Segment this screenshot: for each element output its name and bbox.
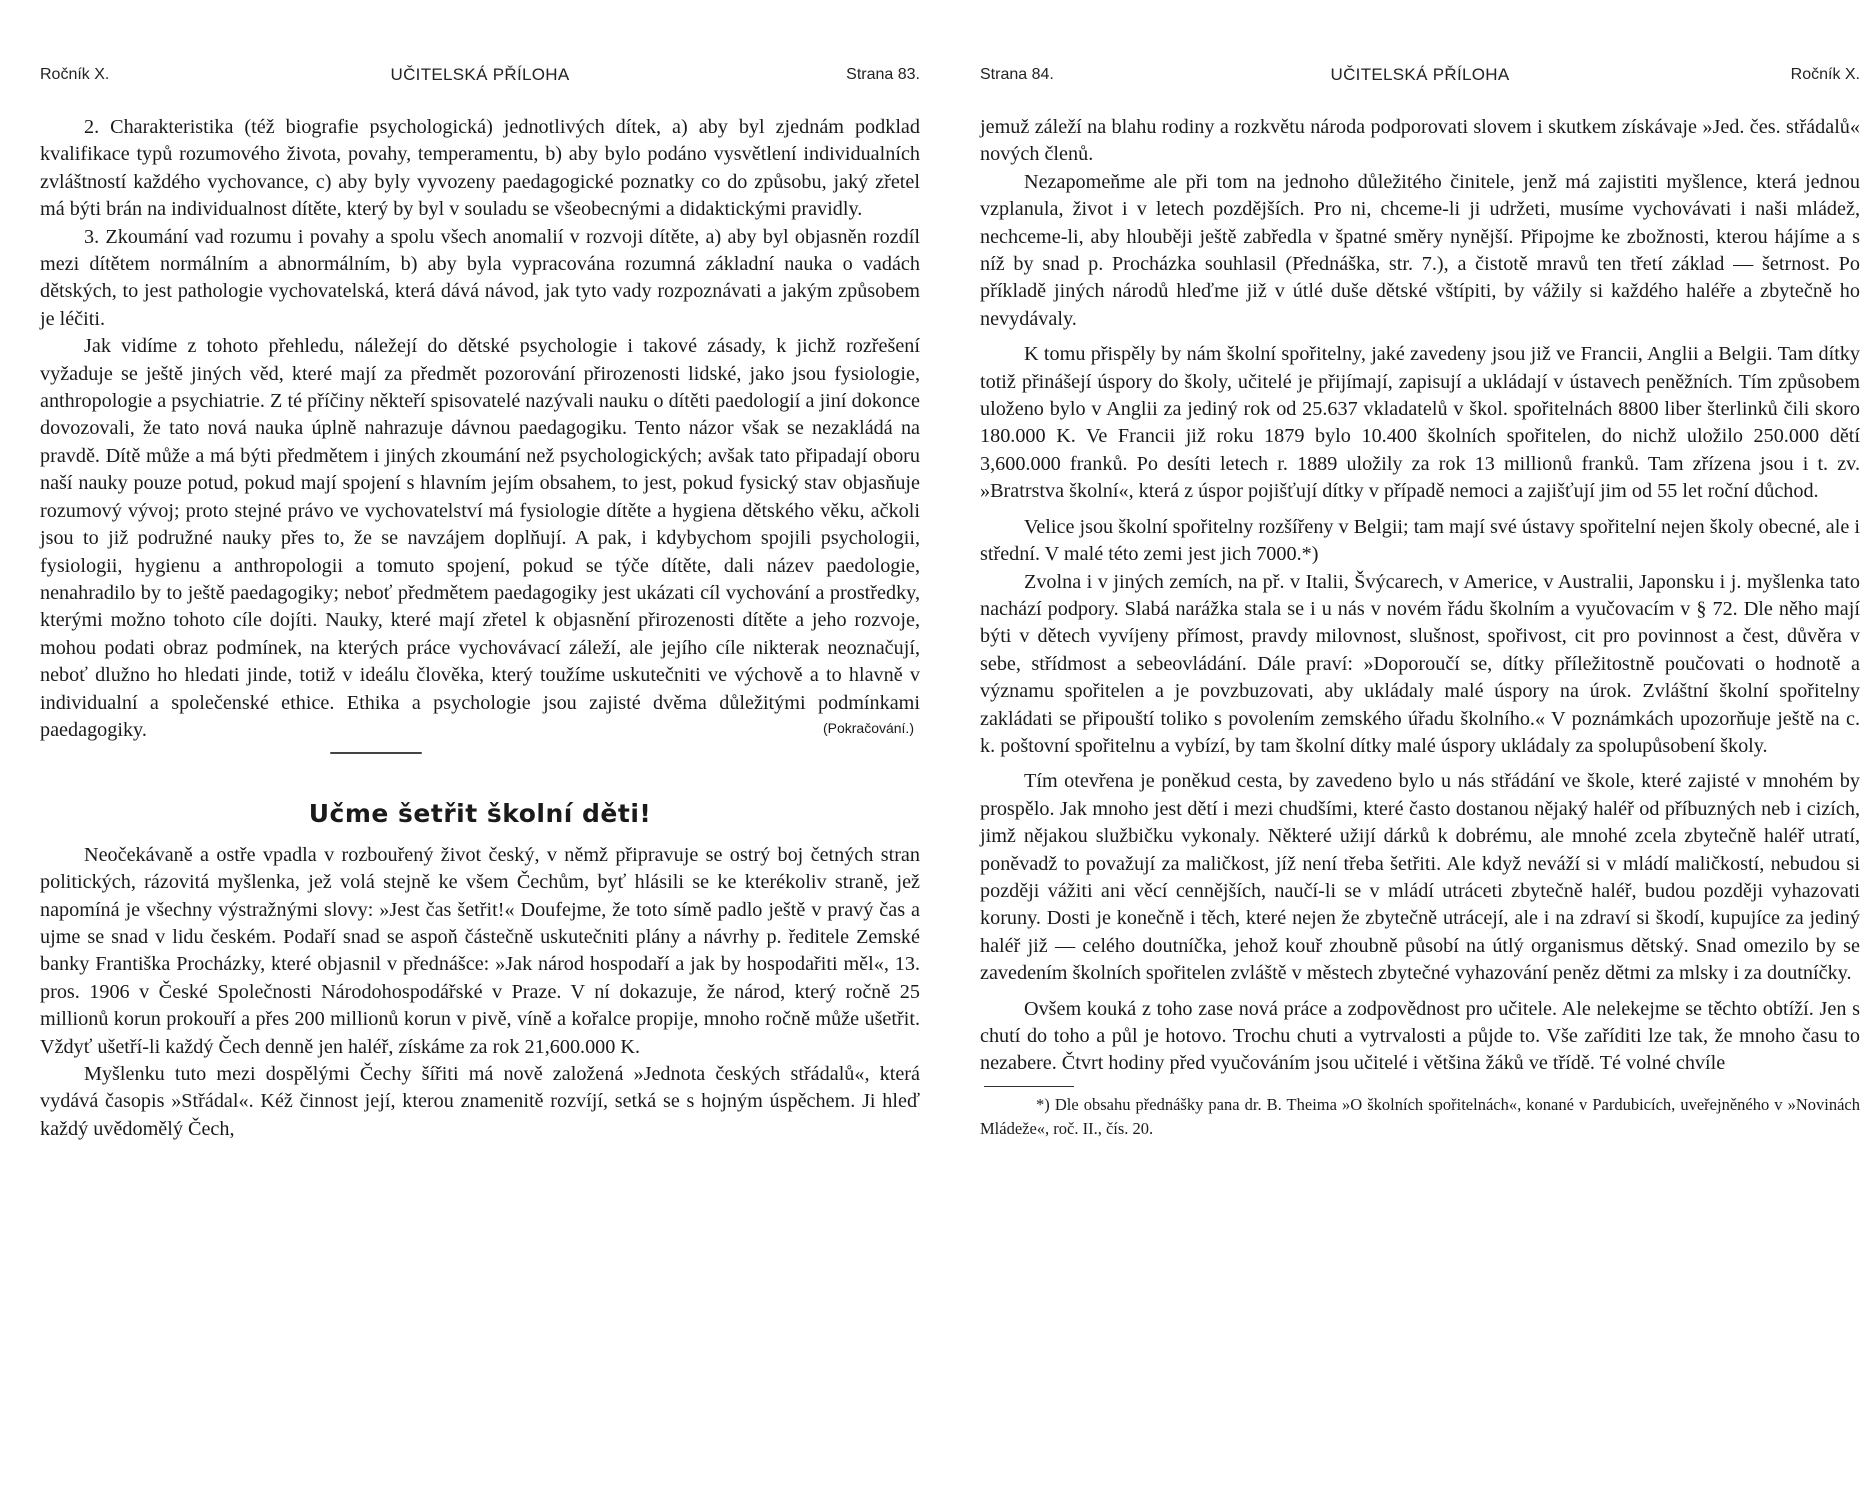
paragraph: 3. Zkoumání vad rozumu i povahy a spolu všech anomalií v rozvoji dítěte, a) aby byl objasněn rozdíl mezi dítětem normálním a abnormálním, b) aby byla vypracována rozumná základní nauka o vadách dětských, to jest pathologie vychovatelská, která dává návod, jak tyto vady rozpoznávati a jakým způsobem je léčiti.	[40, 225, 920, 330]
volume-label: Ročník X.	[40, 66, 110, 83]
paragraph: Tím otevřena je poněkud cesta, by zavedeno bylo u nás střádání ve škole, které zajisté v mnohém by prospělo. Jak mnoho jest dětí i mezi chudšími, které často dostanou nějaký haléř od příbuzných neb i cizích, jimž nějakou službičku vykonaly. Některé užijí dárků k dobrému, ale mnohé zcela zbytečně haléř utratí, poněvadž to považují za maličkost, jíž není třeba šetřiti. Ale když neváží si v mládí maličkostí, nebudou si později vážiti ani věcí cennějších, naučí-li se v mládí utráceti zbytečně haléř, budou později vyhazovati koruny. Dosti je konečně i těch, které nejen že zbytečně utrácejí, ale i na zdraví si škodí, kupujíce za jediný haléř již — celého doutníčka, jehož kouř zhoubně působí na útlý organismus dětský. Snad omezilo by se zavedením školních spořitelen zvláště v městech zbytečné vyhazování peněz dětmi za mlsky i za doutníčky.	[980, 770, 1860, 985]
paragraph: Ovšem kouká z toho zase nová práce a zodpovědnost pro učitele. Ale nelekejme se těchto obtíží. Jen s chutí do toho a půl je hotovo. Trochu chuti a vytrvalosti a půjde to. Vše zaříditi lze tak, že mnoho času to nezabere. Čtvrt hodiny před vyučováním jsou učitelé i většina žáků ve třídě. Té volné chvíle	[980, 997, 1860, 1075]
right-page	[980, 0, 1860, 1500]
page-header	[980, 62, 1860, 92]
page-body	[980, 114, 1860, 1141]
paragraph: Jak vidíme z tohoto přehledu, náležejí do dětské psychologie i takové zásady, k jichž rozřešení vyžaduje se ještě jiných věd, které mají za předmět pozorování přirozenosti lidské, jako jsou fysiologie, anthropologie a psychiatrie. Z té příčiny někteří spisovatelé nazývali nauku o dítěti paedologií a jiní dokonce dovozovali, že tato nová nauka úplně nahrazuje dávnou paedagogiku. Tento názor však se nezakládá na pravdě. Dítě může a má býti předmětem i jiných zkoumání než psychologických; avšak tato připadají oboru naší nauky pouze potud, pokud mají spojení s hlavním jejím obsahem, to jest, pokud fysický stav objasňuje rozumový vývoj; proto stejné právo ve vychovatelství má fysiologie dítěte a hygiena dětského věku, ačkoli jsou to již podružné nauky přes to, že se navzájem doplňují. A pak, i kdybychom spojili psychologii, fysiologii, hygienu a anthropologii a tomuto spojení, pokud se týče dítěte, dali název paedologie, nenahradilo by to ještě paedagogiky; neboť předmětem paedagogiky jest ukázati cíl vychování a prostředky, kterými možno tohoto cíle dojíti. Nauky, které mají zřetel k objasnění přirozenosti dítěte a jeho rozvoje, mohou podati obraz podmínek, na kterých práce vychovávací záleží, ale jejího cíle nikterak neoznačují, neboť dlužno ho hledati jinde, totiž v ideálu člověka, který toužíme uskutečniti ve výchově a to hlavně v individualní a společenské ethice. Ethika a psychologie jsou zajisté dvěma důležitými podmínkami paedagogiky. (Pokračování.)	[40, 335, 920, 741]
footnote-rule	[984, 1086, 1074, 1087]
paragraph: K tomu přispěly by nám školní spořitelny, jaké zavedeny jsou již ve Francii, Anglii a Belgii. Tam dítky totiž přinášejí úspory do školy, učitelé je přijímají, zapisují a ukládají v ústavech peněžních. Tím způsobem uloženo bylo v Anglii za jediný rok od 25.637 vkladatelů v škol. spořitelnách 8800 liber šterlinků čili skoro 180.000 K. Ve Francii již roku 1879 bylo 10.400 školních spořitelen, do nichž uložilo 250.000 dětí 3,600.000 franků. Po desíti letech r. 1889 uložily za rok 13 millionů franků. Tam zřízena jsou i t. zv. »Bratrstva školní«, která z úspor pojišťují dítky v případě nemoci a zajišťují jim od 55 let roční důchod.	[980, 343, 1860, 503]
journal-title: UČITELSKÁ PŘÍLOHA	[390, 65, 570, 84]
paragraph: Myšlenku tuto mezi dospělými Čechy šířiti má nově založená »Jednota českých střádalů«, která vydává časopis »Střádal«. Kéž činnost její, kterou znamenitě rozvíjí, setká se s hojným úspěchem. Ji hleď každý uvědomělý Čech,	[40, 1063, 920, 1140]
volume-label: Ročník X.	[1790, 66, 1860, 83]
paragraph: Nezapomeňme ale při tom na jednoho důležitého činitele, jenž má zajistiti myšlence, která jednou vzplanula, život i v letech pozdějších. Pro ni, chceme-li ji udržeti, musíme vychovávati i naši mládež, nechceme-li, aby hlouběji ještě zabředla v špatné směry nynější. Připojme ke zbožnosti, kterou hájíme a s níž by snad p. Procházka souhlasil (Přednáška, str. 7.), a čistotě mravů ten třetí základ — šetrnost. Po příkladě jiných národů hleďme již v útlé duše dětské vštípiti, by vážily si každého haléře a zbytečně ho nevydávaly.	[980, 170, 1860, 330]
left-page	[40, 0, 920, 1500]
paragraph: jemuž záleží na blahu rodiny a rozkvětu národa podporovati slovem i skutkem získávaje »Jed. čes. střádalů« nových členů.	[980, 116, 1860, 166]
paragraph: 2. Charakteristika (též biografie psychologická) jednotlivých dítek, a) aby byl zjednám podklad kvalifikace typů rozumového života, povahy, temperamentu, b) aby bylo podáno vysvětlení individualních zvláštností každého vychovance, c) aby byly vyvozeny paedagogické poznatky co do způsobu, jaký zřetel má býti brán na individualnost dítěte, který by byl v souladu se všeobecnými a didaktickými pravidly.	[40, 116, 920, 221]
section-divider	[330, 752, 422, 754]
paragraph: Zvolna i v jiných zemích, na př. v Italii, Švýcarech, v Americe, v Australii, Japonsku i j. myšlenka tato nachází podpory. Slabá narážka stala se i u nás v novém řádu školním a vyučovacím v § 72. Dle něho mají býti v dětech vyvíjeny přímost, pravdy milovnost, slušnost, spořivost, cit pro povinnost a čest, důvěra v sebe, střídmost a sebeovládání. Dále praví: »Doporoučí se, dítky příležitostně poučovati o hodnotě a významu spořitelen a je povzbuzovati, aby ukládaly malé úspory na úrok. Zvláštní školní spořitelny zakládati se připouští toliko s povolením zemského úřadu školního.« V poznámkách upozorňuje ještě na c. k. poštovní spořitelnu a vybízí, by tam školní dítky malé úspory ukládaly za spolupůsobení školy.	[980, 570, 1860, 757]
page-header	[40, 62, 920, 92]
page-number: Strana 83.	[846, 66, 920, 83]
page-body	[40, 114, 920, 1143]
footnote	[980, 1093, 1860, 1141]
paragraph: Neočekávaně a ostře vpadla v rozbouřený život český, v němž připravuje se ostrý boj četných stran politických, rázovitá myšlenka, jež volá stejně ke všem Čechům, byť hlásili se ke kterékoliv straně, jež napomíná je všechny výstražnými slovy: »Jest čas šetřit!« Doufejme, že toto símě padlo ještě v pravý čas a ujme se snad v lidu českém. Podaří snad se aspoň částečně uskutečniti plány a návrhy p. ředitele Zemské banky Františka Procházky, které objasnil v přednášce: »Jak národ hospodaří a jak by hospodařiti měl«, 13. pros. 1906 v České Společnosti Národohospodářské v Praze. V ní dokazuje, že národ, který ročně 25 millionů korun prokouří a přes 200 millionů korun v pivě, víně a kořalce propije, mnoho ročně může ušetřit. Vždyť ušetří-li každý Čech denně jen haléř, získáme za rok 21,600.000 K.	[40, 843, 920, 1058]
continued-note: (Pokračování.)	[822, 719, 914, 736]
footnote-text: *) Dle obsahu přednášky pana dr. B. Theima »O školních spořitelnách«, konané v Pardubicích, uveřejněného v »Novinách Mládeže«, roč. II., čís. 20.	[980, 1094, 1860, 1138]
article-title: Učme šetřit školní děti!	[308, 799, 652, 829]
page-number: Strana 84.	[980, 66, 1054, 83]
journal-title: UČITELSKÁ PŘÍLOHA	[1330, 65, 1510, 84]
paragraph: Velice jsou školní spořitelny rozšířeny v Belgii; tam mají své ústavy spořitelní nejen školy obecné, ale i střední. V malé této zemi jest jich 7000.*)	[980, 515, 1860, 566]
